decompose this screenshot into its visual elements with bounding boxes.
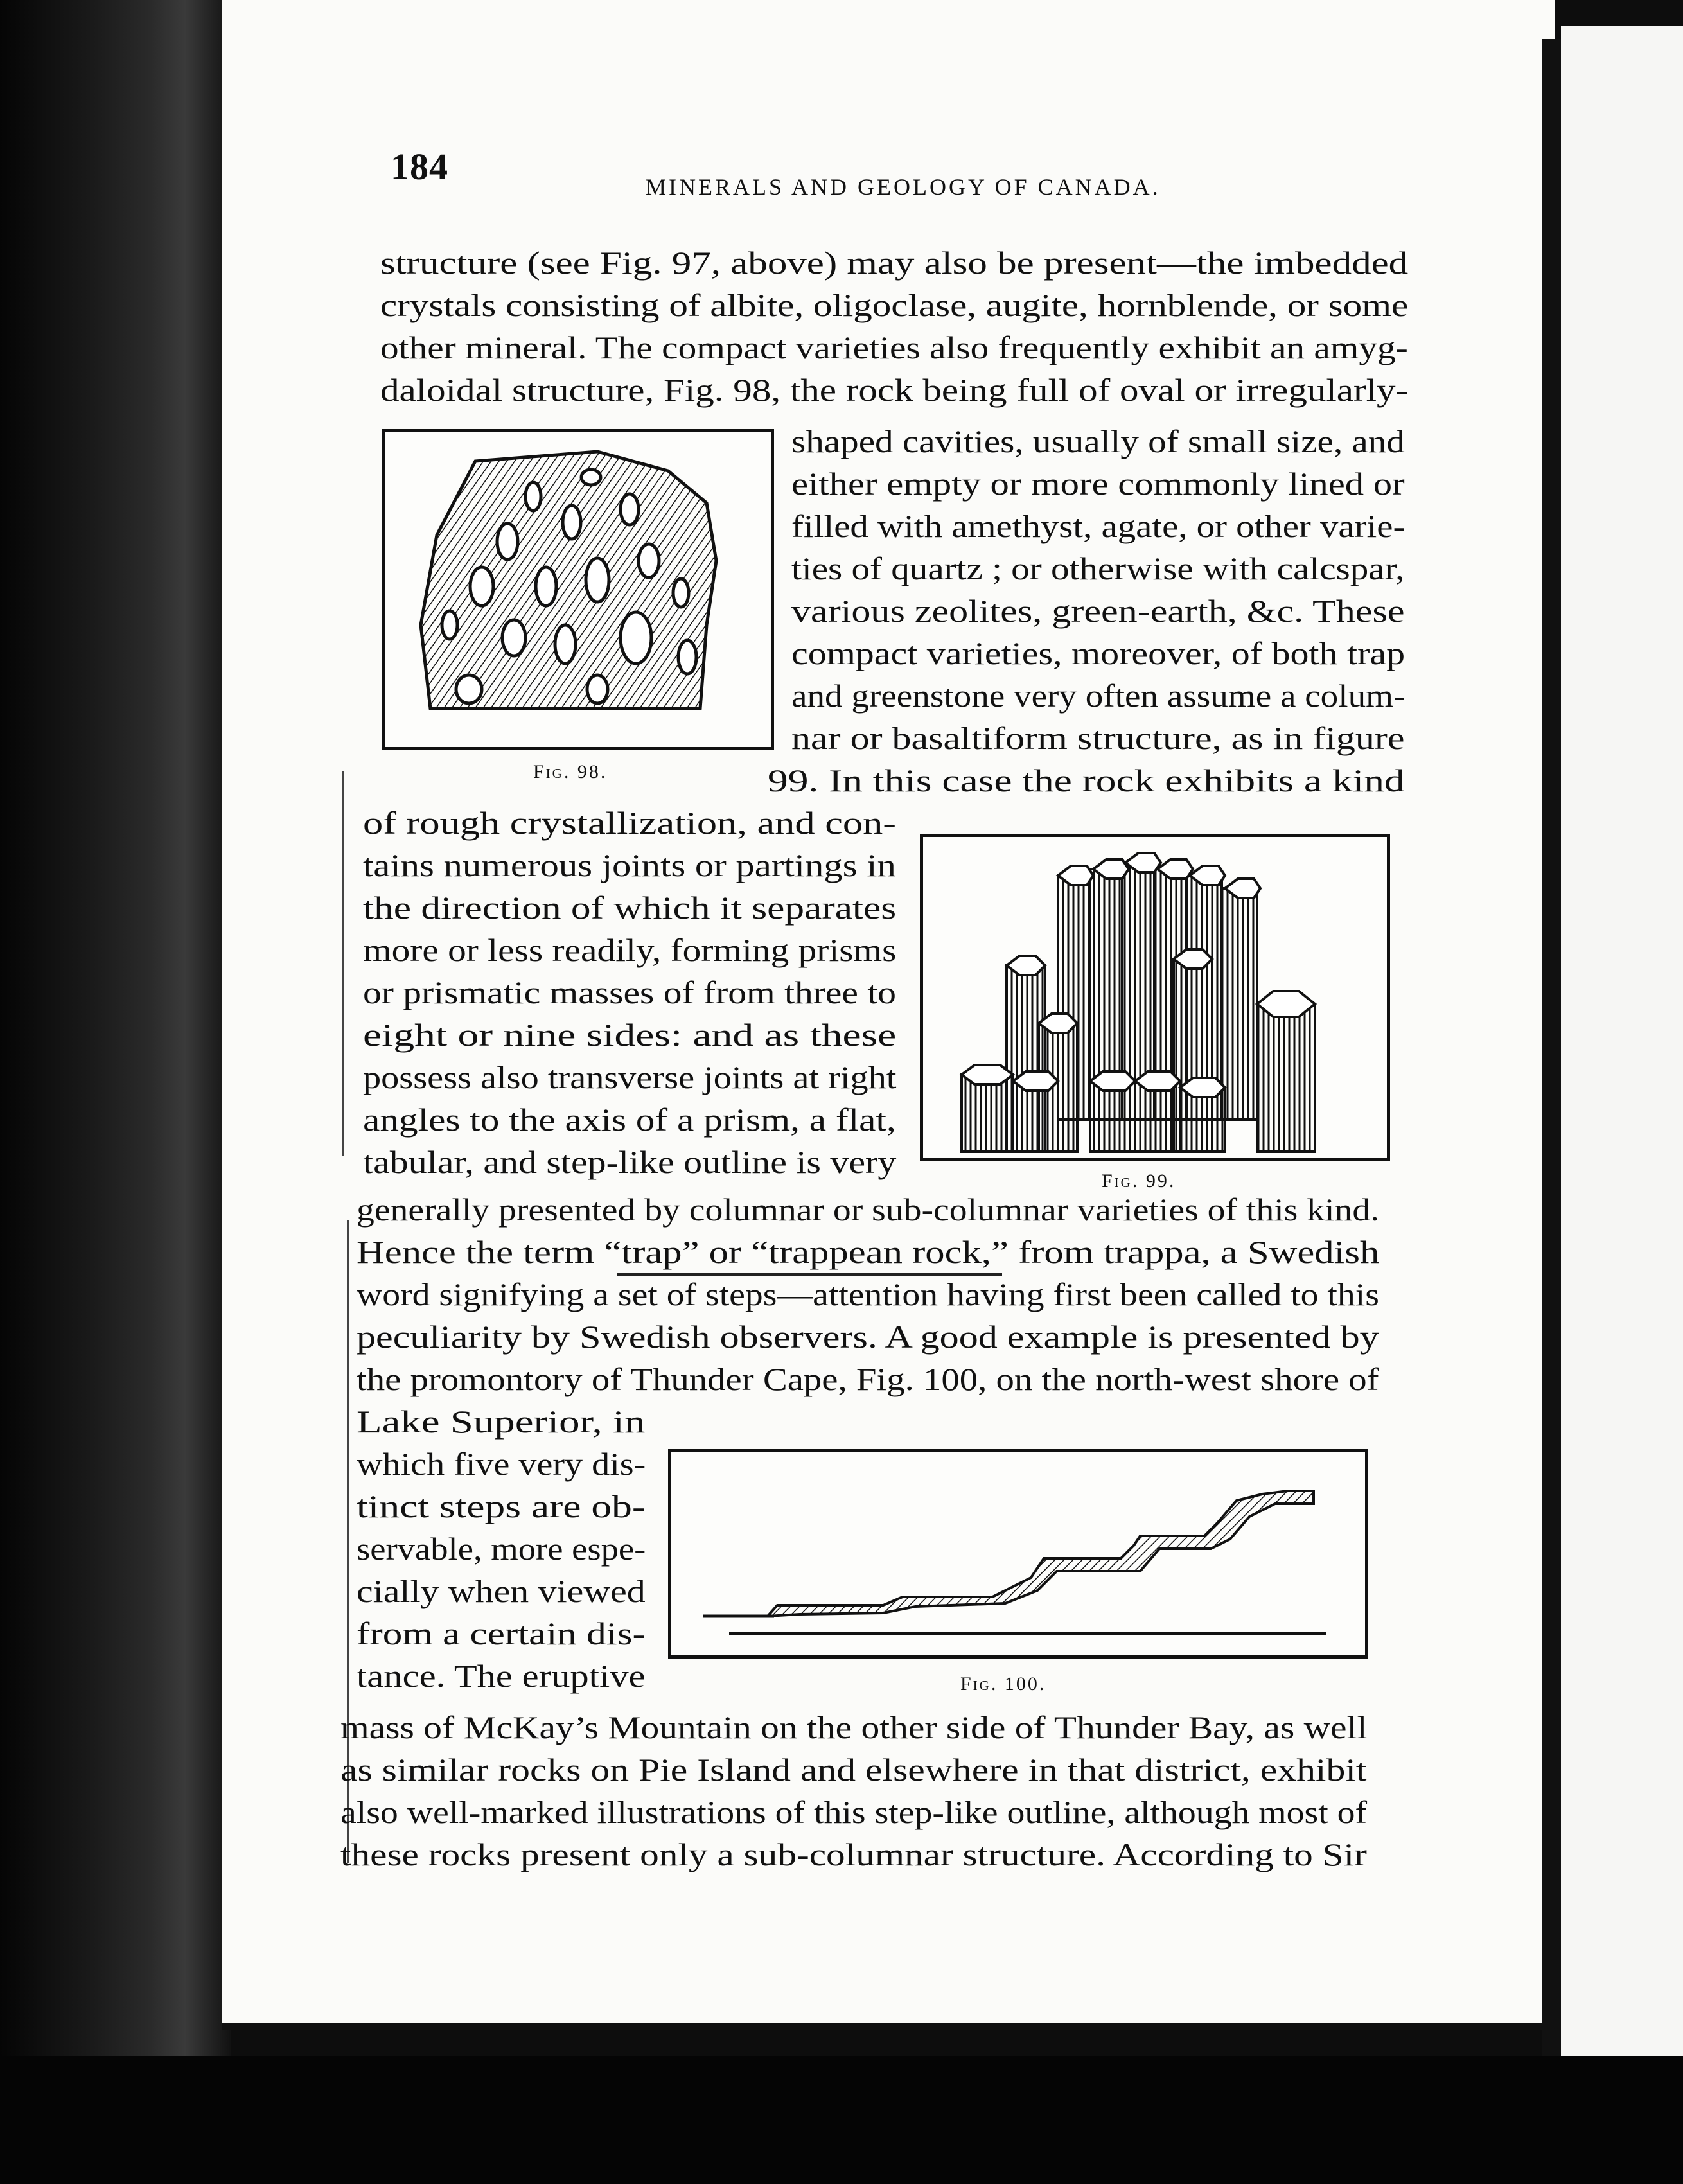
text-line: various zeolites, green-earth, &c. These (791, 593, 1405, 629)
page-number: 184 (391, 146, 448, 188)
text-line: and greenstone very often assume a colum- (791, 678, 1405, 714)
text-line: possess also transverse joints at right (363, 1059, 897, 1095)
text-line: more or less readily, forming prisms (363, 932, 897, 968)
text-line: 99. In this case the rock exhibits a kind (768, 762, 1405, 798)
figure-98-caption: Fig. 98. (533, 761, 608, 782)
text-line: also well-marked illustrations of this step-like outline, although most of (340, 1794, 1368, 1830)
text-line: shaped cavities, usually of small size, and (791, 423, 1405, 459)
text-line: Hence the term “trap” or “trappean rock,” from trappa, a Swedish (357, 1234, 1380, 1270)
text-line: Lake Superior, in (357, 1404, 646, 1440)
text-line: these rocks present only a sub-columnar structure. According to Sir (340, 1836, 1367, 1872)
text-line: filled with amethyst, agate, or other varie- (791, 508, 1405, 544)
figure-99-columnar-basalt (920, 834, 1390, 1161)
book-spine (0, 0, 231, 2184)
text-line: tinct steps are ob- (357, 1488, 646, 1524)
margin-mark (342, 771, 344, 1156)
text-line: the promontory of Thunder Cape, Fig. 100, on the north-west shore of (357, 1361, 1379, 1397)
text-line: of rough crystallization, and con- (363, 805, 897, 841)
text-line: as similar rocks on Pie Island and elsewhere in that district, exhibit (340, 1752, 1367, 1788)
thunder-cape-profile-illustration (671, 1452, 1365, 1655)
figure-98-amygdaloid (382, 429, 774, 750)
text-line: either empty or more commonly lined or (791, 466, 1405, 502)
text-line: structure (see Fig. 97, above) may also be present—the imbedded (380, 245, 1409, 281)
text-line: cially when viewed (357, 1573, 646, 1609)
text-line: peculiarity by Swedish observers. A good example is presented by (357, 1319, 1379, 1355)
text-line: servable, more espe- (357, 1531, 646, 1567)
text-line: or prismatic masses of from three to (363, 974, 897, 1010)
text-line: tabular, and step-like outline is very (363, 1144, 897, 1180)
text-line: daloidal structure, Fig. 98, the rock being full of oval or irregularly- (380, 372, 1409, 408)
figure-100-caption: Fig. 100. (960, 1673, 1046, 1695)
running-title: MINERALS AND GEOLOGY OF CANADA. (646, 174, 1161, 200)
text-line: from a certain dis- (357, 1616, 646, 1651)
basalt-columns-illustration (923, 837, 1387, 1158)
text-line: compact varieties, moreover, of both trap (791, 635, 1405, 671)
figure-99-caption: Fig. 99. (1102, 1170, 1176, 1192)
text-line: generally presented by columnar or sub-columnar varieties of this kind. (357, 1192, 1380, 1228)
text-line: eight or nine sides: and as these (363, 1017, 897, 1053)
figure-100-thunder-cape (668, 1449, 1368, 1659)
text-line: tains numerous joints or partings in (363, 847, 896, 883)
text-line: which five very dis- (357, 1446, 646, 1482)
facing-page-edge (1561, 26, 1683, 2056)
text-line: the direction of which it separates (363, 890, 897, 926)
scan-background (0, 2056, 1683, 2184)
page-gutter-edge (1542, 39, 1561, 2056)
text-line: mass of McKay’s Mountain on the other side of Thunder Bay, as well (340, 1709, 1368, 1745)
text-line: nar or basaltiform structure, as in figure (791, 720, 1405, 756)
text-line: tance. The eruptive (357, 1658, 646, 1694)
text-line: ties of quartz ; or otherwise with calcspar, (791, 550, 1405, 586)
text-line: crystals consisting of albite, oligoclase, augite, hornblende, or some (380, 287, 1409, 323)
amygdaloid-rock-illustration (385, 432, 771, 747)
text-line: other mineral. The compact varieties also frequently exhibit an amyg- (380, 330, 1408, 365)
text-line: angles to the axis of a prism, a flat, (363, 1102, 896, 1138)
text-line: word signifying a set of steps—attention having first been called to this (357, 1276, 1379, 1312)
